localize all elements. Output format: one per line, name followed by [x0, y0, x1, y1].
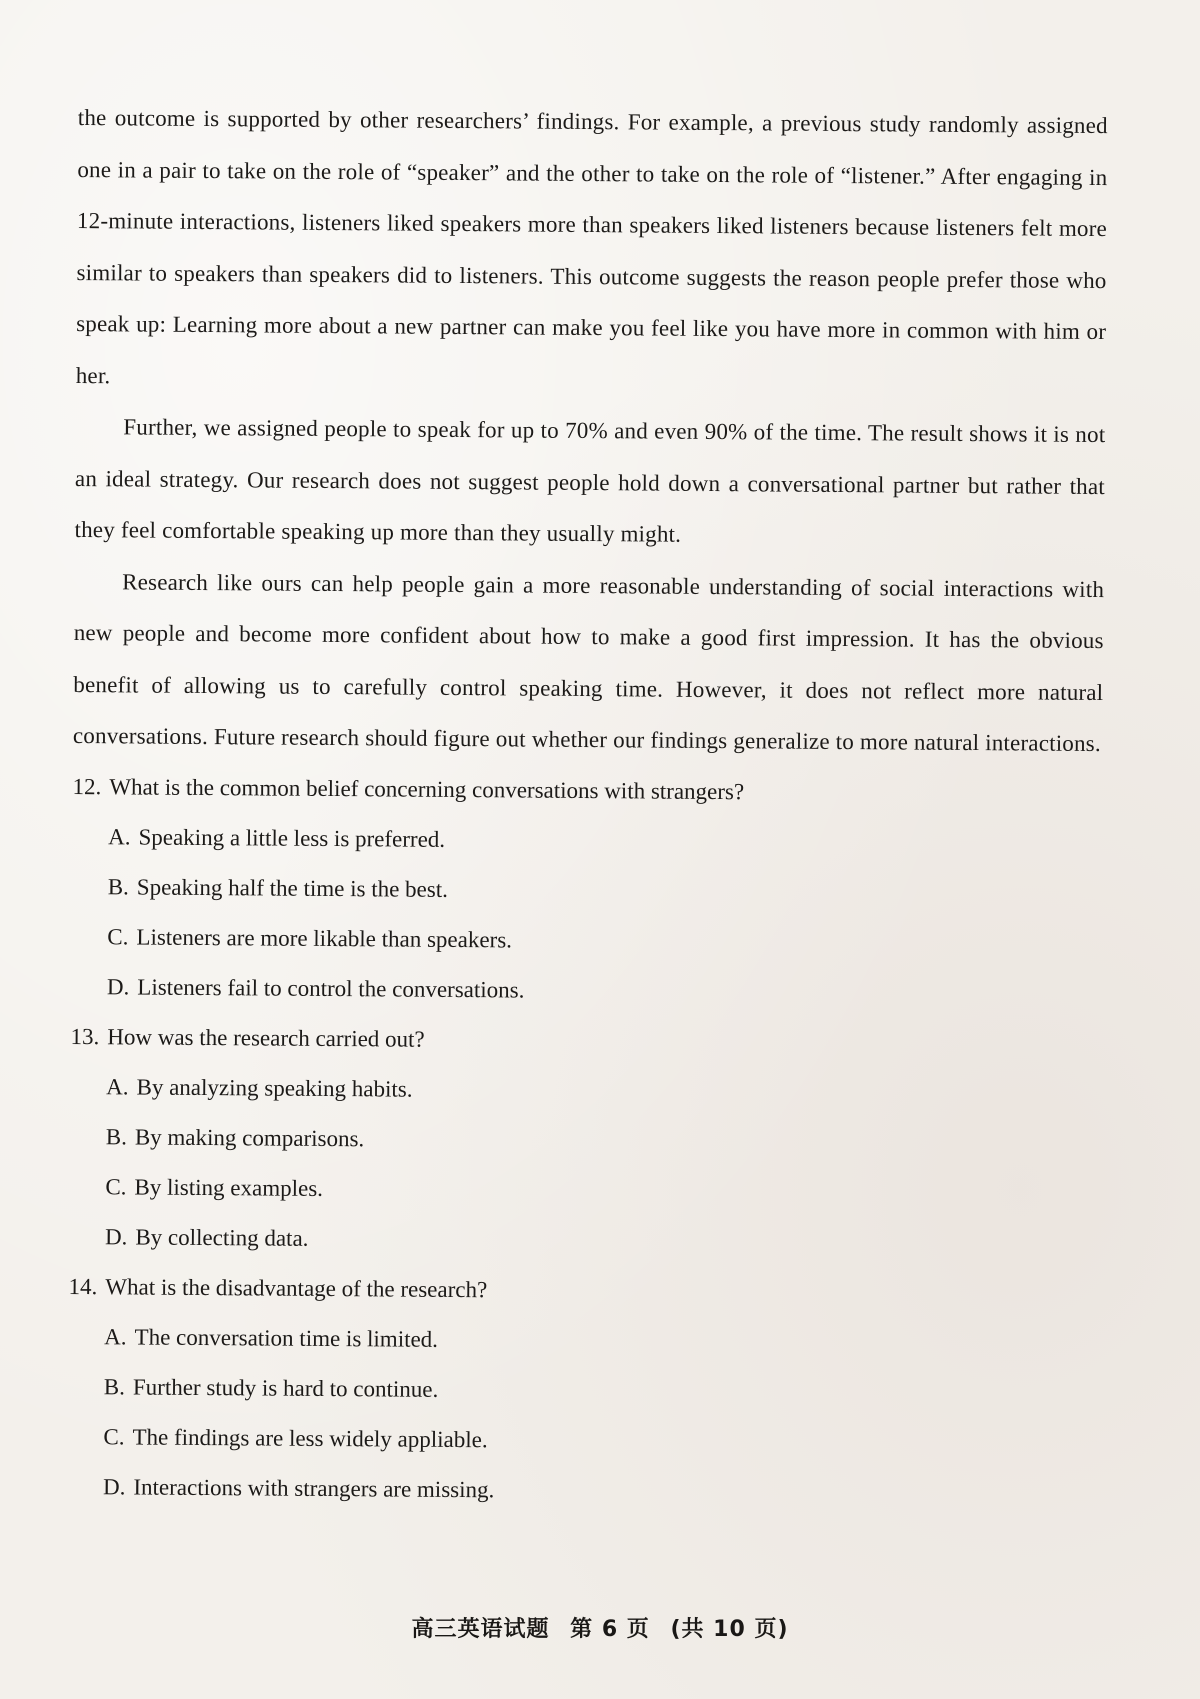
footer-total-pages: (共 10 页)	[670, 1617, 789, 1642]
option-letter: D.	[104, 1223, 128, 1249]
footer-subject: 高三英语试题	[411, 1617, 550, 1642]
option-letter: B.	[107, 873, 129, 899]
option-text: Speaking half the time is the best.	[136, 873, 449, 902]
question-number: 13.	[70, 1023, 100, 1049]
option-letter: C.	[103, 1423, 125, 1449]
answer-option-a	[68, 1311, 1098, 1369]
answer-option-a	[70, 1061, 1100, 1119]
passage-paragraph-1: the outcome is supported by other researchers’ findings. For example, a previous study randomly assigned one in a pair to take on the role of “speaker” and the other to take on the role of “listener.” After engaging in 12-minute interactions, listeners liked speakers more than speakers liked listeners because listeners felt more similar to speakers than speakers did to listeners. This outcome suggests the reason people prefer those who speak up: Learning more about a new partner can make you feel like you have more in common with him or her.	[75, 104, 1108, 388]
option-text: Listeners are more likable than speakers.	[136, 923, 513, 952]
answer-option-c	[69, 1161, 1099, 1219]
option-text: Interactions with strangers are missing.	[133, 1473, 495, 1502]
question-12	[71, 761, 1103, 1019]
question-number: 12.	[72, 773, 102, 799]
option-letter: C.	[105, 1173, 127, 1199]
answer-option-c	[71, 911, 1101, 969]
option-letter: A.	[104, 1323, 127, 1349]
answer-option-b	[70, 1111, 1100, 1169]
answer-option-d	[67, 1461, 1097, 1519]
page-content	[67, 92, 1108, 1520]
passage-paragraph-3: Research like ours can help people gain a more reasonable understanding of social interactions with new people and become more confident about how to make a good first impression. It has the obvious benefit of allowing us to carefully control speaking time. However, it does not reflect more natural conversations. Future research should figure out whether our findings generalize to more natural interactions.	[72, 568, 1105, 757]
passage-paragraph-2: Further, we assigned people to speak for up to 70% and even 90% of the time. The result shows it is not an ideal strategy. Our research does not suggest people hold down a conversational partner but rather that they feel comfortable speaking up more than they usually might.	[74, 414, 1106, 547]
option-letter: A.	[108, 823, 131, 849]
answer-options	[69, 1061, 1101, 1269]
option-letter: A.	[106, 1073, 129, 1099]
answer-option-d	[69, 1211, 1099, 1269]
question-14	[67, 1261, 1099, 1519]
question-text: How was the research carried out?	[107, 1023, 425, 1052]
option-text: By making comparisons.	[134, 1123, 365, 1151]
option-text: Listeners fail to control the conversations.	[137, 973, 525, 1003]
option-text: The findings are less widely appliable.	[132, 1423, 488, 1452]
answer-option-d	[71, 961, 1101, 1019]
option-letter: D.	[102, 1473, 126, 1499]
answer-option-c	[67, 1411, 1097, 1469]
answer-option-b	[72, 861, 1102, 919]
answer-option-a	[72, 811, 1102, 869]
answer-options	[71, 811, 1103, 1019]
page-footer	[0, 1612, 1200, 1643]
option-text: Further study is hard to continue.	[132, 1373, 439, 1402]
question-text: What is the common belief concerning conversations with strangers?	[109, 773, 745, 804]
option-letter: C.	[107, 923, 129, 949]
option-text: By analyzing speaking habits.	[136, 1073, 413, 1102]
option-text: The conversation time is limited.	[134, 1323, 439, 1352]
option-text: By collecting data.	[135, 1223, 309, 1251]
option-text: Speaking a little less is preferred.	[138, 823, 446, 852]
footer-page-number: 第 6 页	[570, 1617, 650, 1642]
question-13	[69, 1011, 1101, 1269]
option-letter: B.	[105, 1123, 127, 1149]
answer-options	[67, 1311, 1099, 1519]
option-text: By listing examples.	[134, 1173, 324, 1201]
option-letter: B.	[103, 1373, 126, 1399]
option-letter: D.	[106, 973, 130, 999]
answer-option-b	[68, 1361, 1098, 1419]
question-text: What is the disadvantage of the research?	[105, 1273, 488, 1302]
question-number: 14.	[68, 1273, 98, 1299]
